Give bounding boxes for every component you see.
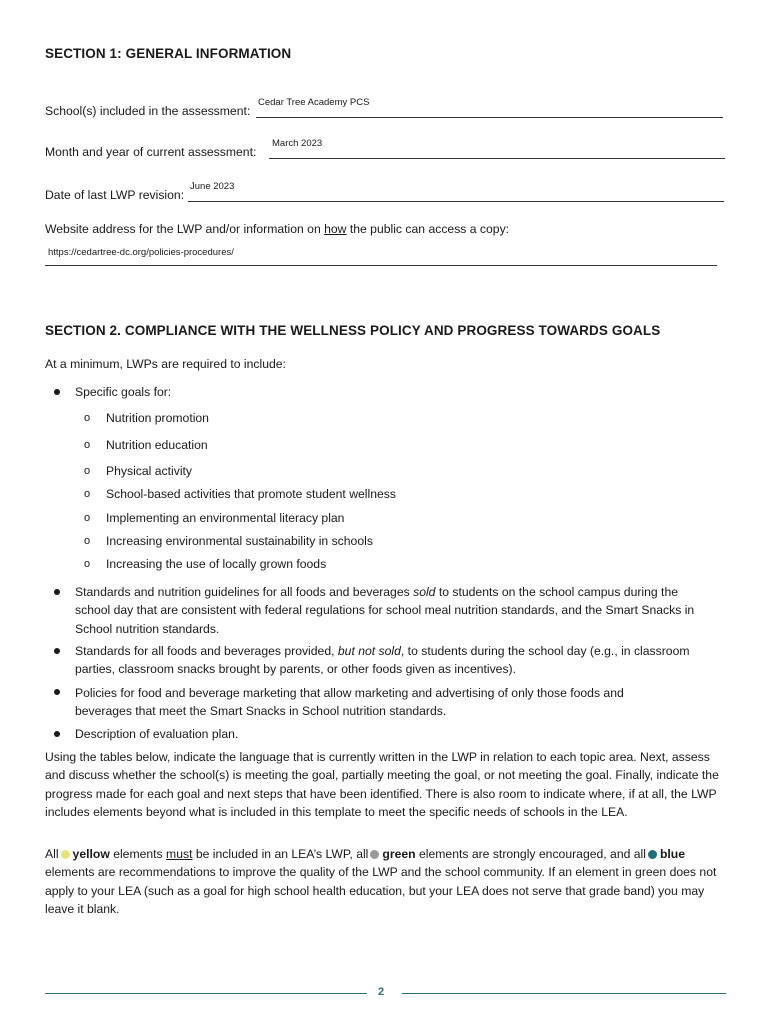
section1-heading: SECTION 1: GENERAL INFORMATION	[45, 46, 292, 61]
circle-bullet: o	[84, 558, 91, 570]
website-value: https://cedartree-dc.org/policies-procedures/	[48, 247, 234, 258]
assessment-date-underline	[269, 158, 725, 159]
website-label: Website address for the LWP and/or information on how the public can access a copy:	[45, 222, 510, 236]
bullet-dot	[54, 648, 60, 654]
bullet-dot	[54, 589, 60, 595]
yellow-label: yellow	[72, 847, 110, 861]
revision-date-label: Date of last LWP revision:	[45, 188, 185, 202]
bullet-dot	[54, 389, 60, 395]
revision-date-value: June 2023	[190, 181, 235, 192]
color-legend-paragraph: All yellow elements must be included in an LEA’s LWP, all green elements are strongly encouraged, and all blue elements are recommendations to improve the quality of the LWP and the school community. If an element in green does not apply to your LEA (such as a goal for high school health education, but your LEA does not serve that grade band) you may leave it blank.	[45, 847, 717, 916]
circle-bullet: o	[84, 439, 91, 451]
bullet-dot	[54, 689, 60, 695]
goal-item: Physical activity	[106, 464, 193, 478]
blue-label: blue	[659, 847, 686, 861]
green-dot-icon	[370, 850, 379, 859]
schools-label: School(s) included in the assessment:	[45, 104, 251, 118]
website-underline	[45, 265, 717, 266]
bullet-not-sold-foods: Standards for all foods and beverages provided, but not sold, to students during the school day (e.g., in classroom parties, classroom snacks brought by parents, or other foods given as incentives).	[75, 644, 690, 677]
goals-label: Specific goals for:	[75, 385, 172, 399]
circle-bullet: o	[84, 412, 91, 424]
goal-item: Nutrition promotion	[106, 411, 209, 425]
blue-dot-icon	[648, 850, 657, 859]
assessment-date-value: March 2023	[272, 138, 323, 149]
schools-underline	[256, 117, 723, 118]
instructions-paragraph: Using the tables below, indicate the language that is currently written in the LWP in relation to each topic area. Next, assess and discuss whether the school(s) is meeting the goal, partially meeting the goal, or not meeting the goal. Finally, indicate the progress made for each goal and next steps that have been identified. There is also room to indicate where, if at all, the LWP includes elements beyond what is included in this template to meet the specific needs of schools in the LEA.	[45, 750, 719, 819]
goal-item: Implementing an environmental literacy plan	[106, 511, 345, 525]
yellow-dot-icon	[61, 850, 70, 859]
schools-value: Cedar Tree Academy PCS	[258, 97, 370, 108]
circle-bullet: o	[84, 488, 91, 500]
bullet-evaluation: Description of evaluation plan.	[75, 727, 239, 741]
section2-heading: SECTION 2. COMPLIANCE WITH THE WELLNESS POLICY AND PROGRESS TOWARDS GOALS	[45, 323, 661, 338]
bullet-dot	[54, 731, 60, 737]
green-label: green	[382, 847, 416, 861]
goal-item: Increasing the use of locally grown foods	[106, 557, 327, 571]
assessment-date-label: Month and year of current assessment:	[45, 145, 257, 159]
bullet-sold-foods: Standards and nutrition guidelines for all foods and beverages sold to students on the school campus during the school day that are consistent with federal regulations for school meal nutrition standards, and the Smart Snacks in School nutrition standards.	[75, 585, 695, 636]
bullet-marketing: Policies for food and beverage marketing that allow marketing and advertising of only those foods and beverages that meet the Smart Snacks in School nutrition standards.	[75, 686, 624, 719]
goal-item: School-based activities that promote student wellness	[106, 487, 396, 501]
revision-date-underline	[188, 201, 724, 202]
circle-bullet: o	[84, 465, 91, 477]
section2-intro: At a minimum, LWPs are required to include:	[45, 357, 286, 371]
circle-bullet: o	[84, 535, 91, 547]
circle-bullet: o	[84, 512, 91, 524]
how-underlined-text: how	[324, 222, 347, 236]
footer-rule-left	[45, 993, 367, 994]
footer-rule-right	[402, 993, 726, 994]
page-number: 2	[378, 986, 385, 998]
goal-item: Increasing environmental sustainability in schools	[106, 534, 373, 548]
goal-item: Nutrition education	[106, 438, 208, 452]
